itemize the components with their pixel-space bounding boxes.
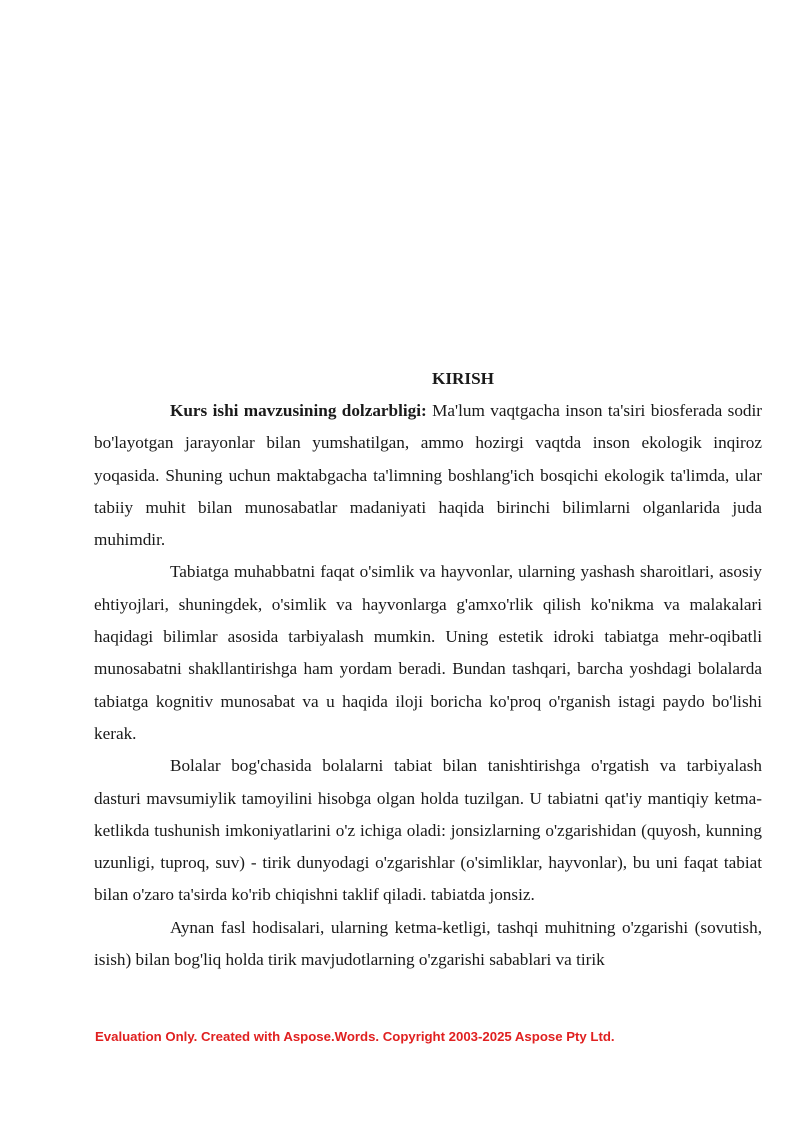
paragraph-text: Bolalar bog'chasida bolalarni tabiat bilan tanishtirishga o'rgatish va tarbiyalash dasturi mavsumiylik tamoyilini hisobga olgan holda tuzilgan. U tabiatni qat'iy mantiqiy ketma-ketlikda tushunish imkoniyatlarini o'z ichiga oladi: jonsizlarning o'zgarishidan (quyosh, kunning uzunligi, tuproq, suv) - tirik dunyodagi o'zgarishlar (o'simliklar, hayvonlar), bu uni faqat tabiat bilan o'zaro ta'sirda ko'rib chiqishni taklif qiladi. tabiatda jonsiz. — [94, 756, 762, 905]
paragraph-3 — [94, 750, 762, 911]
paragraph-lead: Kurs ishi mavzusining dolzarbligi: — [170, 401, 427, 420]
paragraph-text: Ma'lum vaqtgacha inson ta'siri biosferada sodir bo'layotgan jarayonlar bilan yumshatilgan, ammo hozirgi vaqtda inson ekologik inqiroz yoqasida. Shuning uchun maktabgacha ta'limning boshlang'ich bosqichi ekologik ta'limda, ular tabiiy muhit bilan munosabatlar madaniyati haqida birinchi bilimlarni olganlarida juda muhimdir. — [94, 401, 763, 550]
section-heading: KIRISH — [431, 369, 495, 388]
paragraph-1 — [94, 395, 762, 556]
evaluation-watermark: Evaluation Only. Created with Aspose.Words. Copyright 2003-2025 Aspose Pty Ltd. — [95, 1029, 615, 1044]
paragraph-2 — [94, 556, 762, 750]
paragraph-4 — [94, 912, 762, 977]
paragraph-text: Tabiatga muhabbatni faqat o'simlik va hayvonlar, ularning yashash sharoitlari, asosiy ehtiyojlari, shuningdek, o'simlik va hayvonlarga g'amxo'rlik qilish ko'nikma va malakalari haqidagi bilimlar asosida tarbiyalash mumkin. Uning estetik idroki tabiatga mehr-oqibatli munosabatni shakllantirishga ham yordam beradi. Bundan tashqari, barcha yoshdagi bolalarda tabiatga kognitiv munosabat va u haqida iloji boricha ko'proq o'rganish istagi paydo bo'lishi kerak. — [94, 562, 762, 743]
document-body — [94, 363, 762, 976]
paragraph-text: Aynan fasl hodisalari, ularning ketma-ketligi, tashqi muhitning o'zgarishi (sovutish, isish) bilan bog'liq holda tirik mavjudotlarning o'zgarishi sabablari va tirik — [94, 917, 762, 970]
